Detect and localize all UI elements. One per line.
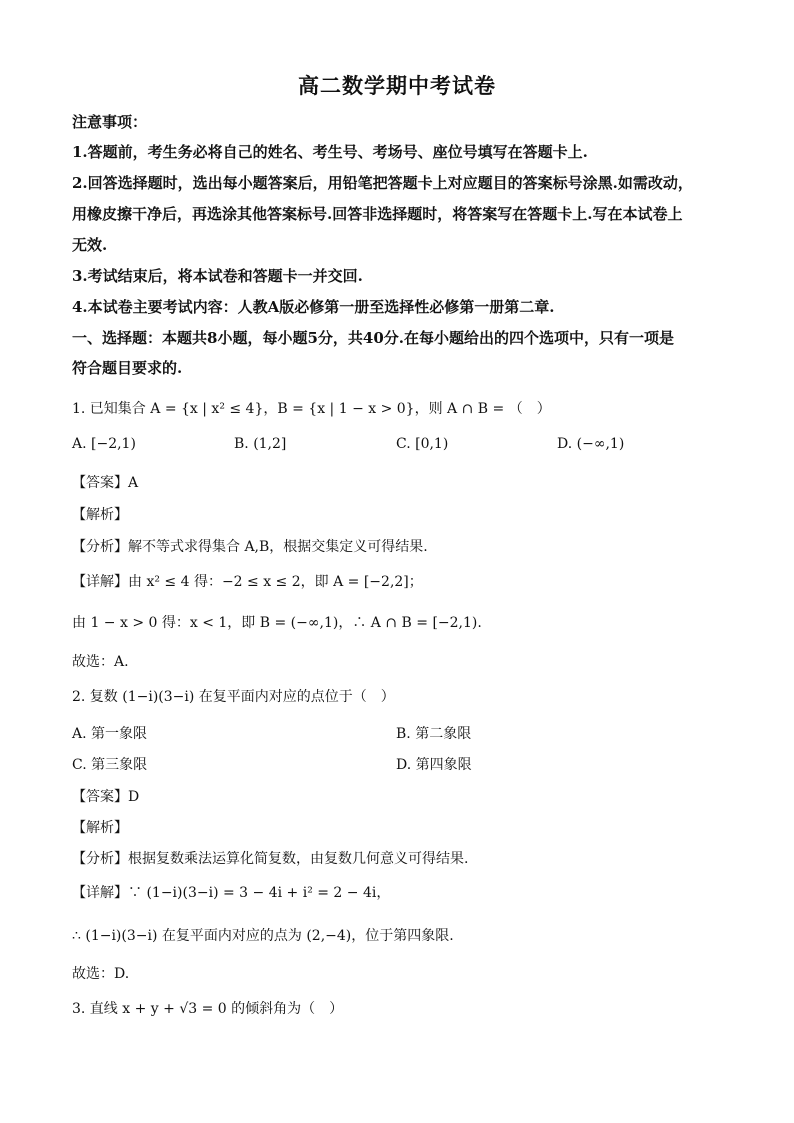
section-heading-b: 符合题目要求的. (72, 359, 183, 377)
notice-item-2a: 2.回答选择题时，选出每小题答案后，用铅笔把答题卡上对应题目的答案标号涂黑.如需改动， (72, 174, 693, 192)
q2-option-d: D. 第四象限 (396, 757, 472, 773)
section-heading-a: 一、选择题：本题共8小题，每小题5分，共40分.在每小题给出的四个选项中，只有一项是 (72, 329, 674, 347)
q1-analysis-label: 【解析】 (72, 507, 128, 523)
question-3-stem: 3. 直线 x + y + √3 = 0 的倾斜角为（ ） (72, 1001, 344, 1017)
q1-fenxi: 【分析】解不等式求得集合 A,B，根据交集定义可得结果. (72, 539, 428, 555)
notice-item-4: 4.本试卷主要考试内容：人教A版必修第一册至选择性必修第一册第二章. (72, 298, 555, 316)
q2-option-b: B. 第二象限 (396, 726, 472, 742)
q1-option-b: B. (1,2] (234, 436, 287, 452)
q1-choice: 故选：A. (72, 654, 129, 670)
notice-item-1: 1.答题前，考生务必将自己的姓名、考生号、考场号、座位号填写在答题卡上. (72, 143, 588, 161)
q2-option-c: C. 第三象限 (72, 757, 148, 773)
notice-heading: 注意事项： (72, 113, 148, 131)
q2-analysis-label: 【解析】 (72, 820, 128, 836)
q1-detail-line2: 由 1 − x > 0 得：x < 1，即 B = (−∞,1)，∴ A ∩ B = [−2,1). (72, 615, 482, 631)
q2-option-a: A. 第一象限 (72, 726, 148, 742)
question-2-stem: 2. 复数 (1−i)(3−i) 在复平面内对应的点位于（ ） (72, 689, 395, 705)
q1-option-d: D. (−∞,1) (557, 436, 625, 452)
q1-option-c: C. [0,1) (396, 436, 449, 452)
page-title: 高二数学期中考试卷 (298, 73, 496, 98)
q1-option-a: A. [−2,1) (72, 436, 136, 452)
q1-answer: 【答案】A (72, 475, 139, 491)
notice-item-2c: 无效. (72, 236, 108, 254)
q1-xiangjie: 【详解】由 x² ≤ 4 得：−2 ≤ x ≤ 2，即 A = [−2,2]； (72, 574, 423, 590)
notice-item-3: 3.考试结束后，将本试卷和答题卡一并交回. (72, 267, 363, 285)
q2-fenxi: 【分析】根据复数乘法运算化简复数，由复数几何意义可得结果. (72, 851, 469, 867)
q2-detail-line2: ∴ (1−i)(3−i) 在复平面内对应的点为 (2,−4)，位于第四象限. (72, 928, 454, 944)
question-1-stem: 1. 已知集合 A = {x | x² ≤ 4}，B = {x | 1 − x > 0}，则 A ∩ B = （ ） (72, 401, 551, 417)
q2-answer: 【答案】D (72, 789, 140, 805)
q2-xiangjie: 【详解】∵ (1−i)(3−i) = 3 − 4i + i² = 2 − 4i， (72, 885, 391, 901)
q2-choice: 故选：D. (72, 966, 130, 982)
notice-item-2b: 用橡皮擦干净后，再选涂其他答案标号.回答非选择题时，将答案写在答题卡上.写在本试卷上 (72, 205, 683, 223)
